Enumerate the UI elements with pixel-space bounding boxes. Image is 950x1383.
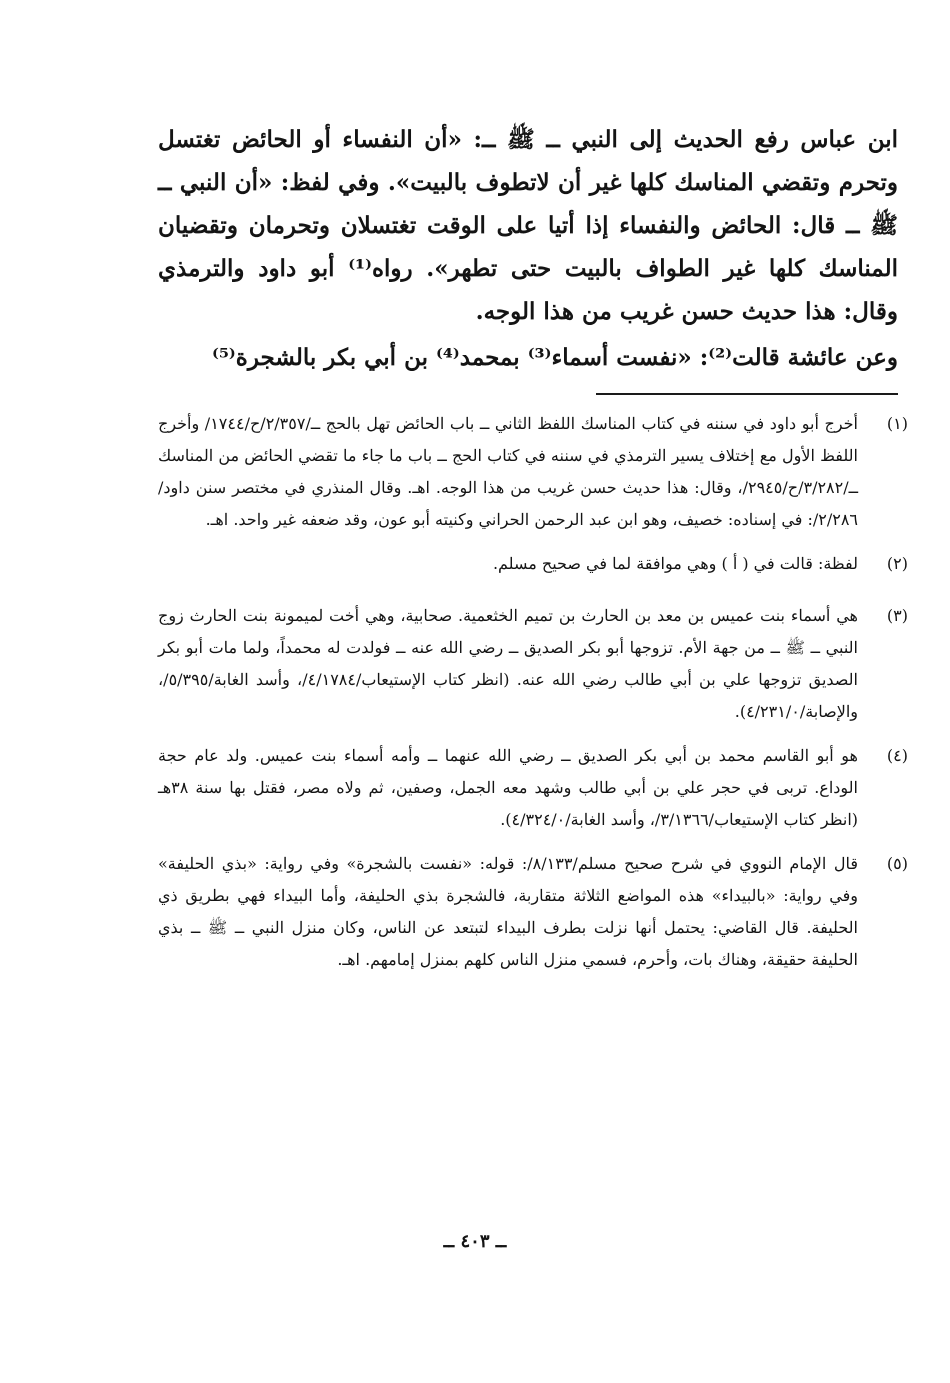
footnote-2 (158, 548, 908, 580)
hadith-paragraph: ابن عباس رفع الحديث إلى النبي ــ ﷺ ــ: «أن النفساء أو الحائض تغتسل وتحرم وتقضي المناسك كلها غير أن لاتطوف بالبيت». وفي لفظ: «أن النبي ــ ﷺ ــ قال: الحائض والنفساء إذا أتيا على الوقت تغتسلان وتحرمان وتقضيان المناسك كلها غير الطواف بالبيت حتى تطهر». رواه⁽¹⁾ أبو داود والترمذي وقال: هذا حديث حسن غريب من هذا الوجه. (158, 126, 898, 325)
page-number: ــ ٤٠٣ ــ (443, 1231, 507, 1252)
footnote-number: (٣) (886, 606, 908, 625)
footnote-number: (١) (886, 414, 908, 433)
footnote-1 (158, 408, 908, 536)
footnote-5 (158, 848, 908, 976)
footnote-number: (٢) (886, 554, 908, 573)
main-body-text (158, 118, 898, 333)
footnote-text: هو أبو القاسم محمد بن أبي بكر الصديق ــ رضي الله عنهما ــ وأمه أسماء بنت عميس. ولد عام حجة الوداع. تربى في حجر علي بن أبي طالب وشهد معه الجمل، وصفين، ثم ولاه مصر، فقتل بها سنة ٣٨هـ (انظر كتاب الإستيعاب/٣/١٣٦٦/، وأسد الغابة/٤/٣٢٤/٠). (158, 746, 859, 829)
footnotes-section (158, 408, 908, 988)
footnote-text: أخرج أبو داود في سننه في كتاب المناسك اللفظ الثاني ــ باب الحائض تهل بالحج ــ/٢/٣٥٧/ح/١٧٤٤/ وأخرج اللفظ الأول مع إختلاف يسير الترمذي في سننه في كتاب الحج ــ باب ما جاء ما تقضي الحائض من المناسك ــ/٣/٢٨٢/ح/٢٩٤٥/، وقال: هذا حديث حسن غريب من هذا الوجه. اهـ. وقال المنذري في مختصر سنن داود/٢/٢٨٦/: في إسناده: خصيف، وهو ابن عبد الرحمن الحراني وكنيته أبو عون، وقد ضعفه غير واحد. اهـ. (158, 414, 858, 529)
footnote-3 (158, 600, 908, 728)
footnote-separator (596, 393, 898, 395)
footnote-text: لفظة: قالت في ( أ ) وهي موافقة لما في صحيح مسلم. (492, 554, 858, 573)
footnote-text: هي أسماء بنت عميس بن معد بن الحارث بن تميم الخثعمية. صحابية، وهي أخت لميمونة بنت الحارث زوج النبي ــ ﷺ ــ من جهة الأم. تزوجها أبو بكر الصديق ــ رضي الله عنه ــ فولدت له محمداً، ولما مات أبو بكر الصديق تزوجها علي بن أبي طالب رضي الله عنه. (انظر كتاب الإستيعاب/٤/١٧٨٤/، وأسد الغابة/٥/٣٩٥/، والإصابة/٤/٢٣١/٠). (158, 606, 859, 721)
footnote-number: (٥) (886, 854, 908, 873)
footnote-4 (158, 740, 908, 836)
footnote-text: قال الإمام النووي في شرح صحيح مسلم/٨/١٣٣/: قوله: «نفست بالشجرة» وفي رواية: «بذي الحليفة» وفي رواية: «بالبيداء» هذه المواضع الثلاثة متقاربة، فالشجرة بذي الحليفة، وأما البيداء فهي بطريق ذي الحليفة. قال القاضي: يحتمل أنها نزلت بطرف البيداء لتبتعد عن الناس، وكان منزل النبي ــ ﷺ ــ بذي الحليفة حقيقة، وهناك بات، وأحرم، فسمي منزل الناس كلهم بمنزل إمامهم. اهـ. (158, 854, 858, 969)
aisha-narration-line: وعن عائشة قالت⁽²⁾: «نفست أسماء⁽³⁾ بمحمد⁽⁴⁾ بن أبي بكر بالشجرة⁽⁵⁾ (211, 344, 898, 371)
footnote-number: (٤) (886, 746, 908, 765)
